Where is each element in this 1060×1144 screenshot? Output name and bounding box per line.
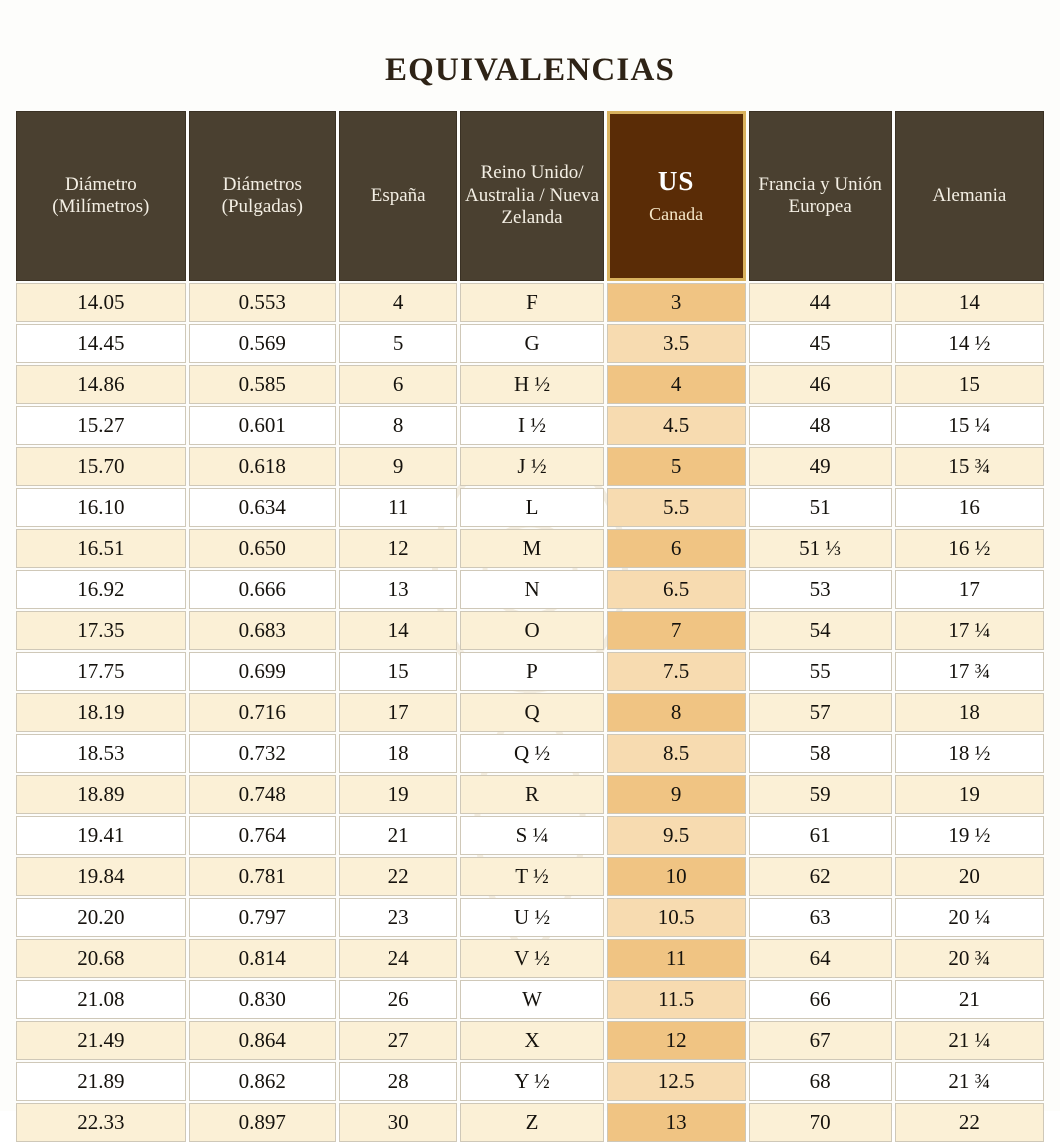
table-cell: 18 [339,734,458,773]
table-cell: 30 [339,1103,458,1142]
table-cell: 21 [339,816,458,855]
table-cell: 0.666 [189,570,336,609]
table-cell: 19.84 [16,857,186,896]
table-row [16,693,1044,732]
table-cell: 0.748 [189,775,336,814]
table-cell: 20 [895,857,1044,896]
table-cell: 0.569 [189,324,336,363]
table-cell: 21 ¼ [895,1021,1044,1060]
header-line1: Diámetros [222,173,302,195]
table-cell: 3.5 [607,324,746,363]
table-cell: 16.51 [16,529,186,568]
table-header-row [16,111,1044,281]
table-cell: 16 ½ [895,529,1044,568]
equivalences-table [13,109,1047,1144]
header-us-canada [607,111,746,281]
table-row [16,734,1044,773]
table-cell: 9 [607,775,746,814]
table-cell: G [460,324,603,363]
table-row [16,1021,1044,1060]
table-cell: 48 [749,406,892,445]
table-cell: 11 [339,488,458,527]
table-cell: 0.781 [189,857,336,896]
table-cell: F [460,283,603,322]
table-cell: S ¼ [460,816,603,855]
table-cell: 68 [749,1062,892,1101]
table-cell: 13 [339,570,458,609]
table-cell: 44 [749,283,892,322]
table-cell: 17 [895,570,1044,609]
table-cell: 0.797 [189,898,336,937]
table-cell: 20 ¾ [895,939,1044,978]
table-cell: 55 [749,652,892,691]
table-cell: 20.20 [16,898,186,937]
table-cell: T ½ [460,857,603,896]
table-cell: I ½ [460,406,603,445]
table-cell: 49 [749,447,892,486]
table-cell: 6 [339,365,458,404]
table-row [16,898,1044,937]
table-cell: 22 [895,1103,1044,1142]
table-cell: 17 [339,693,458,732]
table-cell: 4 [607,365,746,404]
table-cell: 0.618 [189,447,336,486]
table-cell: 8 [607,693,746,732]
table-cell: 21.08 [16,980,186,1019]
table-row [16,1103,1044,1142]
table-cell: 12 [607,1021,746,1060]
table-cell: 22.33 [16,1103,186,1142]
table-row [16,283,1044,322]
table-cell: 10 [607,857,746,896]
table-cell: 0.699 [189,652,336,691]
table-cell: 14.45 [16,324,186,363]
table-cell: 24 [339,939,458,978]
table-cell: 14 [895,283,1044,322]
table-cell: 4.5 [607,406,746,445]
header-alemania [895,111,1044,281]
table-cell: 15 [895,365,1044,404]
table-cell: 63 [749,898,892,937]
table-cell: 0.716 [189,693,336,732]
table-cell: 51 [749,488,892,527]
table-cell: 15 ¾ [895,447,1044,486]
table-cell: 62 [749,857,892,896]
table-cell: 0.601 [189,406,336,445]
table-cell: 0.585 [189,365,336,404]
header-francia-union-europea [749,111,892,281]
table-cell: 15 [339,652,458,691]
table-cell: 5 [607,447,746,486]
table-cell: 21 [895,980,1044,1019]
table-cell: 18 ½ [895,734,1044,773]
table-cell: 51 ⅓ [749,529,892,568]
table-cell: U ½ [460,898,603,937]
table-cell: 7.5 [607,652,746,691]
table-row [16,775,1044,814]
table-row [16,324,1044,363]
table-cell: V ½ [460,939,603,978]
table-cell: 14 ½ [895,324,1044,363]
table-cell: 12 [339,529,458,568]
table-cell: 14 [339,611,458,650]
table-cell: 0.764 [189,816,336,855]
table-cell: 7 [607,611,746,650]
table-cell: 18 [895,693,1044,732]
table-cell: 19 [895,775,1044,814]
table-cell: 16.92 [16,570,186,609]
table-cell: 15.27 [16,406,186,445]
page-title: EQUIVALENCIAS [384,52,676,88]
table-cell: 19 [339,775,458,814]
table-cell: 17.75 [16,652,186,691]
table-cell: X [460,1021,603,1060]
table-row [16,611,1044,650]
table-cell: 28 [339,1062,458,1101]
table-cell: Q ½ [460,734,603,773]
table-row [16,570,1044,609]
table-cell: 11.5 [607,980,746,1019]
header-us-label: US [657,165,695,196]
table-cell: Z [460,1103,603,1142]
header-uk-australia-newzealand [460,111,603,281]
header-canada-label: Canada [649,204,704,225]
table-cell: 70 [749,1103,892,1142]
table-cell: H ½ [460,365,603,404]
table-cell: 19 ½ [895,816,1044,855]
header-line1: España [370,184,426,206]
table-cell: 58 [749,734,892,773]
table-row [16,1062,1044,1101]
table-cell: 0.683 [189,611,336,650]
table-row [16,939,1044,978]
table-body [16,283,1044,1142]
table-cell: 6.5 [607,570,746,609]
table-cell: 9 [339,447,458,486]
table-cell: 5 [339,324,458,363]
table-cell: 20 ¼ [895,898,1044,937]
table-row [16,529,1044,568]
table-cell: 27 [339,1021,458,1060]
table-cell: 17 ¾ [895,652,1044,691]
table-cell: 8.5 [607,734,746,773]
table-cell: 4 [339,283,458,322]
table-cell: 67 [749,1021,892,1060]
table-cell: 21 ¾ [895,1062,1044,1101]
table-cell: 13 [607,1103,746,1142]
table-cell: 21.89 [16,1062,186,1101]
table-cell: W [460,980,603,1019]
table-cell: 11 [607,939,746,978]
table-cell: Q [460,693,603,732]
table-cell: 9.5 [607,816,746,855]
table-cell: 46 [749,365,892,404]
table-cell: 18.53 [16,734,186,773]
table-row [16,365,1044,404]
table-cell: 0.862 [189,1062,336,1101]
header-line1: Reino Unido/ Australia / Nueva Zelanda [465,162,600,229]
table-cell: R [460,775,603,814]
table-cell: M [460,529,603,568]
table-row [16,857,1044,896]
table-cell: P [460,652,603,691]
table-cell: 0.814 [189,939,336,978]
table-row [16,652,1044,691]
header-line2: (Milímetros) [52,196,150,217]
header-line2: (Pulgadas) [221,196,303,217]
table-cell: 57 [749,693,892,732]
table-cell: 17.35 [16,611,186,650]
table-cell: 61 [749,816,892,855]
table-row [16,816,1044,855]
table-cell: 18.89 [16,775,186,814]
header-line1: Diámetro [64,173,137,195]
table-row [16,406,1044,445]
table-cell: 8 [339,406,458,445]
table-cell: 26 [339,980,458,1019]
table-cell: 14.05 [16,283,186,322]
header-line1: Alemania [932,184,1007,206]
table-cell: 16 [895,488,1044,527]
table-cell: 0.553 [189,283,336,322]
table-cell: 20.68 [16,939,186,978]
table-cell: 0.634 [189,488,336,527]
table-cell: 23 [339,898,458,937]
table-cell: 0.864 [189,1021,336,1060]
table-row [16,447,1044,486]
table-cell: 59 [749,775,892,814]
table-cell: 22 [339,857,458,896]
table-cell: N [460,570,603,609]
table-cell: 21.49 [16,1021,186,1060]
table-cell: 12.5 [607,1062,746,1101]
table-cell: 64 [749,939,892,978]
table-cell: 15.70 [16,447,186,486]
table-cell: 6 [607,529,746,568]
table-cell: 19.41 [16,816,186,855]
table-cell: 53 [749,570,892,609]
table-row [16,980,1044,1019]
header-line1: Francia y Unión Europea [758,173,882,217]
table-cell: 16.10 [16,488,186,527]
table-cell: 0.830 [189,980,336,1019]
table-cell: O [460,611,603,650]
table-cell: 17 ¼ [895,611,1044,650]
table-cell: 54 [749,611,892,650]
table-cell: 66 [749,980,892,1019]
table-cell: 0.897 [189,1103,336,1142]
table-cell: 15 ¼ [895,406,1044,445]
table-cell: 3 [607,283,746,322]
table-cell: 10.5 [607,898,746,937]
table-cell: 18.19 [16,693,186,732]
table-cell: Y ½ [460,1062,603,1101]
table-row [16,488,1044,527]
header-espana [339,111,458,281]
table-cell: 0.732 [189,734,336,773]
header-diameter-inches [189,111,336,281]
table-cell: 45 [749,324,892,363]
header-diameter-mm [16,111,186,281]
table-cell: 0.650 [189,529,336,568]
table-cell: 14.86 [16,365,186,404]
table-cell: L [460,488,603,527]
table-cell: 5.5 [607,488,746,527]
table-cell: J ½ [460,447,603,486]
